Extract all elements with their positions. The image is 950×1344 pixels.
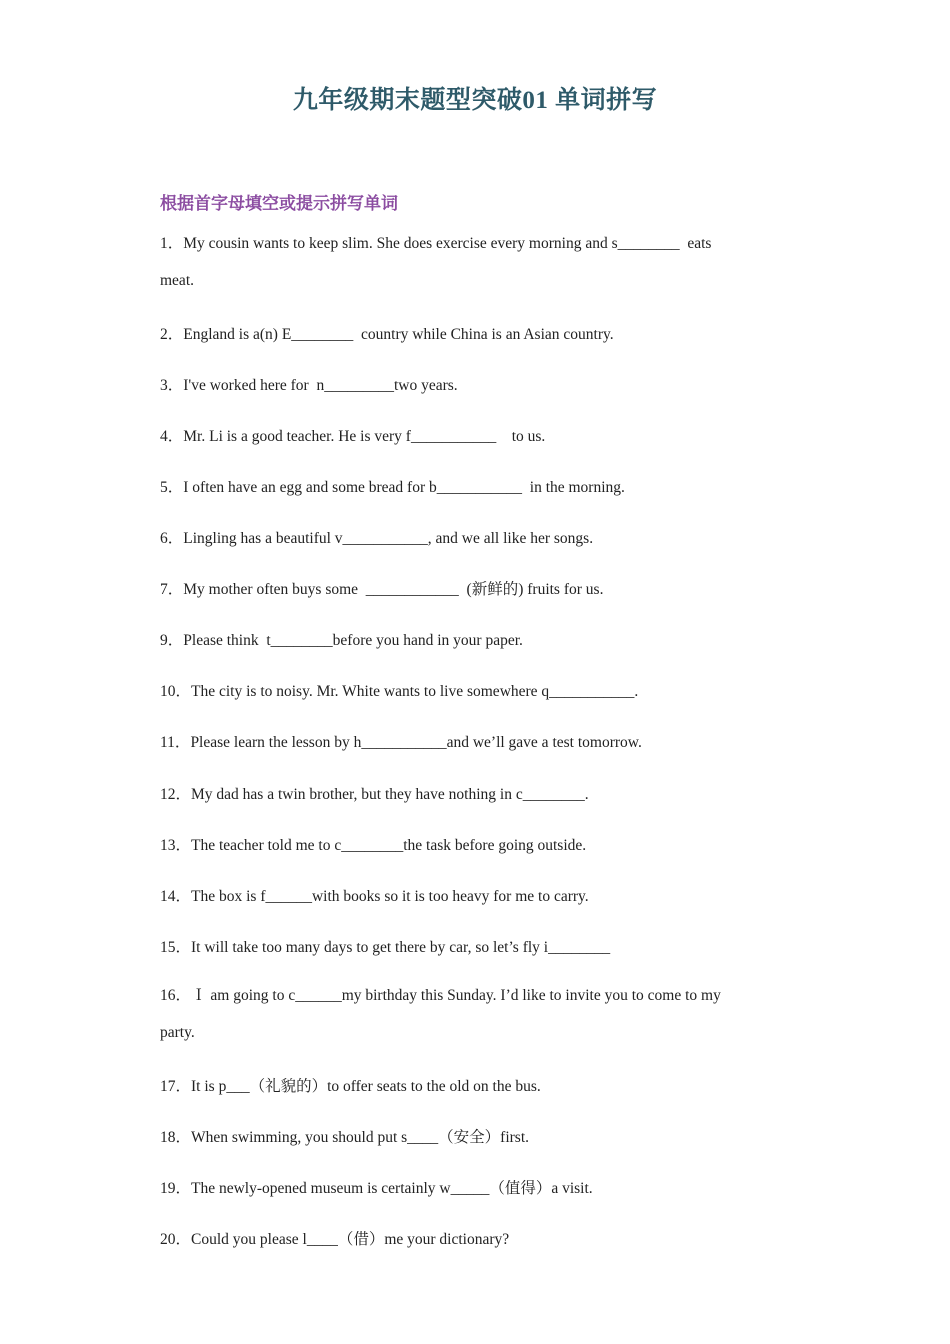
question-text: My dad has a twin brother, but they have nothing in c________.	[191, 786, 589, 803]
question-text: Could you please l____（借）me your dictionary?	[191, 1231, 510, 1248]
question-text: It will take too many days to get there by car, so let’s fly i________	[191, 939, 611, 956]
question-11	[160, 730, 770, 752]
question-19	[160, 1176, 770, 1198]
question-text: My mother often buys some ____________ (新鲜的) fruits for us.	[183, 581, 604, 598]
question-7	[160, 577, 770, 599]
question-text: Lingling has a beautiful v___________, and we all like her songs.	[183, 530, 594, 547]
question-17	[160, 1074, 770, 1096]
question-text: I often have an egg and some bread for b___________ in the morning.	[183, 479, 625, 496]
question-10	[160, 679, 770, 701]
section-heading: 根据首字母填空或提示拼写单词	[160, 194, 398, 214]
question-number: 9．	[160, 632, 184, 649]
question-text: Please think t________before you hand in your paper.	[183, 632, 523, 649]
question-text: The city is to noisy. Mr. White wants to live somewhere q___________.	[191, 683, 639, 700]
question-number: 17．	[160, 1078, 192, 1095]
question-text: Ｉ am going to c______my birthday this Sunday. I’d like to invite you to come to my	[191, 987, 721, 1004]
question-text: England is a(n) E________ country while China is an Asian country.	[183, 326, 614, 343]
question-number: 20．	[160, 1231, 192, 1248]
question-number: 19．	[160, 1180, 192, 1197]
question-18	[160, 1125, 770, 1147]
question-text: The newly-opened museum is certainly w_____（值得）a visit.	[191, 1180, 593, 1197]
question-number: 6．	[160, 530, 184, 547]
question-text: The teacher told me to c________the task before going outside.	[191, 837, 587, 854]
question-text: It is p___（礼貌的）to offer seats to the old on the bus.	[191, 1078, 541, 1095]
question-number: 13．	[160, 837, 192, 854]
question-text-continued: meat.	[160, 272, 194, 289]
question-number: 10．	[160, 683, 192, 700]
question-number: 15．	[160, 939, 192, 956]
question-number: 1．	[160, 235, 184, 252]
question-text: Please learn the lesson by h___________and we’ll gave a test tomorrow.	[190, 734, 642, 751]
question-3	[160, 373, 770, 395]
question-4	[160, 424, 770, 446]
question-number: 3．	[160, 377, 184, 394]
question-number: 2．	[160, 326, 184, 343]
question-text: When swimming, you should put s____（安全）first.	[191, 1129, 529, 1146]
question-text-continued: party.	[160, 1024, 195, 1041]
question-text: I've worked here for n_________two years.	[183, 377, 458, 394]
question-text: My cousin wants to keep slim. She does exercise every morning and s________ eats	[183, 235, 712, 252]
question-number: 11．	[160, 734, 191, 751]
question-15	[160, 935, 770, 957]
question-number: 14．	[160, 888, 192, 905]
question-14	[160, 884, 770, 906]
question-5	[160, 475, 770, 497]
page-title: 九年级期末题型突破01 单词拼写	[292, 87, 658, 114]
question-9	[160, 628, 770, 650]
question-number: 16．	[160, 987, 192, 1004]
question-number: 18．	[160, 1129, 192, 1146]
question-6	[160, 526, 770, 548]
question-text: Mr. Li is a good teacher. He is very f___________ to us.	[183, 428, 546, 445]
question-number: 7．	[160, 581, 184, 598]
question-1	[160, 225, 770, 299]
question-13	[160, 833, 770, 855]
question-20	[160, 1227, 770, 1249]
question-12	[160, 782, 770, 804]
question-text: The box is f______with books so it is too heavy for me to carry.	[191, 888, 589, 905]
question-16	[160, 977, 770, 1051]
question-2	[160, 322, 770, 344]
question-number: 4．	[160, 428, 184, 445]
question-number: 12．	[160, 786, 192, 803]
question-number: 5．	[160, 479, 184, 496]
